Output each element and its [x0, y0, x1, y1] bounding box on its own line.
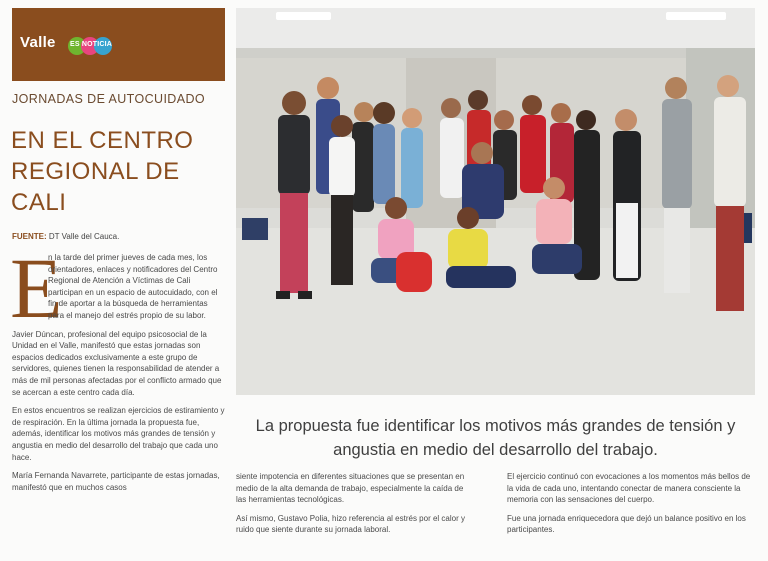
section-name: Valle	[20, 34, 56, 51]
text-column-3	[507, 471, 755, 543]
paragraph: Así mismo, Gustavo Polia, hizo referencia al estrés por el calor y ruido que siente durante su jornada laboral.	[236, 513, 465, 535]
article-kicker: JORNADAS DE AUTOCUIDADO	[12, 92, 206, 106]
paragraph: n la tarde del primer jueves de cada mes, los orientadores, enlaces y notificadores del Centro Regional de Atención a Víctimas de Cali participan en un espacio de autocuidado, con el fin de aportar a la búsqueda de herramientas para el manejo del estrés propio de su labor.	[48, 253, 218, 320]
pull-quote: La propuesta fue identificar los motivos más grandes de tensión y angustia en medio del desarrollo del trabajo.	[255, 417, 736, 459]
source-value: DT Valle del Cauca.	[48, 232, 120, 241]
paragraph: El ejercicio continuó con evocaciones a los momentos más bellos de la vida de cada uno, intentando conectar de manera consciente la memoria con las sensaciones del cuerpo.	[507, 472, 751, 505]
drop-cap: E	[10, 240, 63, 336]
paragraph: María Fernanda Navarrete, participante de estas jornadas, manifestó que en muchos casos	[12, 471, 220, 492]
article-title: EN EL CENTRO REGIONAL DE CALI	[11, 127, 194, 217]
paragraph: En estos encuentros se realizan ejercicios de estiramiento y de respiración. En la última jornada la propuesta fue, además, identificar los motivos más grandes de tensión y angustia en medio del desarrollo del trabajo que cada uno hace.	[12, 406, 225, 462]
paragraph: Javier Dúncan, profesional del equipo psicosocial de la Unidad en el Valle, manifestó que estas jornadas son espacios dedicados exclusivamente a este grupo de servidores, quienes tienen la responsabilidad de atender a más de mil personas afectadas por el conflicto armado que se acercan a este centro cada día.	[12, 329, 222, 397]
section-header	[12, 8, 225, 81]
source-label: FUENTE:	[12, 232, 47, 241]
text-column-1	[10, 240, 225, 500]
text-column-2	[236, 471, 469, 543]
group-photo-image	[236, 8, 755, 395]
es-noticia-badge	[68, 35, 113, 57]
paragraph: Fue una jornada enriquecedora que dejó un balance positivo en los participantes.	[507, 513, 746, 535]
badge-text: ES NOTICIA	[70, 41, 113, 48]
group-photo	[236, 8, 755, 395]
paragraph: siente impotencia en diferentes situaciones que se presentan en medio de la alta demanda de trabajo, especialmente la caída de las herramientas tecnológicas.	[236, 472, 465, 505]
